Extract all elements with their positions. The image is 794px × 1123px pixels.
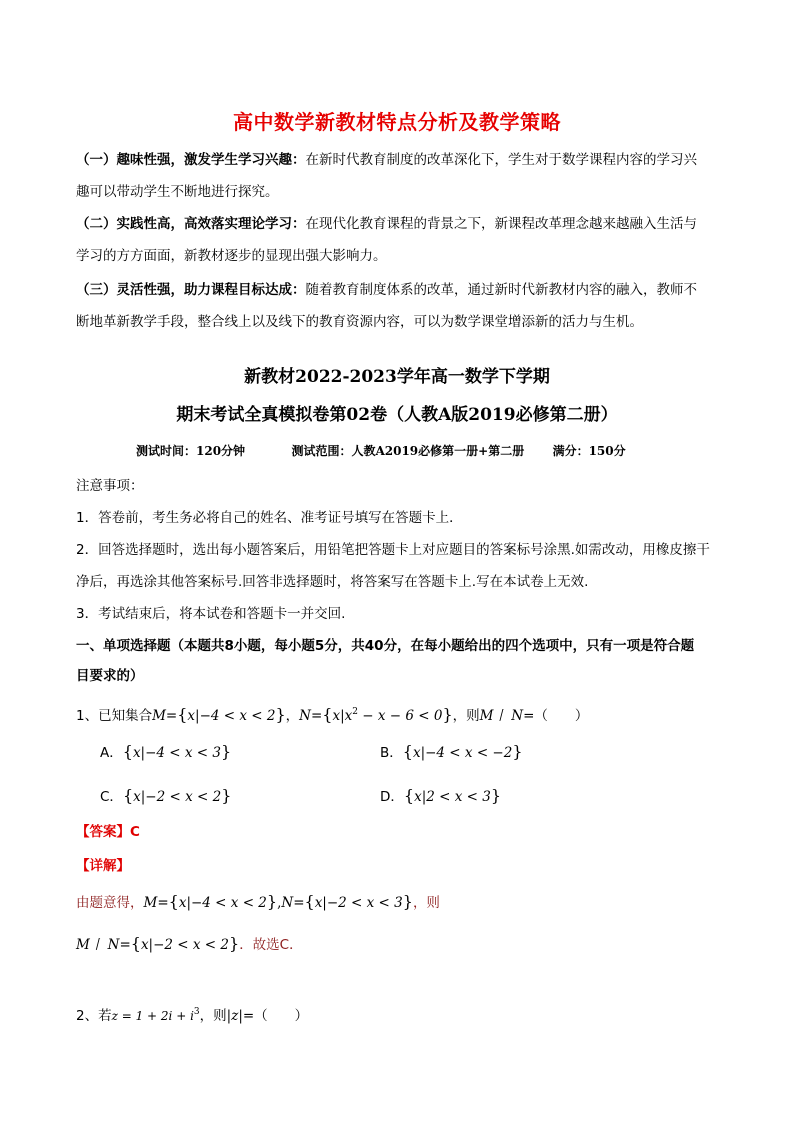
equals: = — [157, 895, 169, 911]
question-1: 1、已知集合M={x|−4 < x < 2}，$N=\{x|x^2 - x - 6 < 0\}$，则M丨 N=（ ） — [76, 705, 589, 724]
set-symbol: M — [143, 895, 158, 911]
solution-line-1: 由题意得，M={x|−4 < x < 2},N={x|−2 < x < 3}，则 — [76, 892, 440, 911]
solution-text: ．故选C． — [239, 937, 303, 953]
intro-text: 在现代化教育课程的背景之下，新课程改革理念越来越融入生活与 — [305, 216, 697, 232]
intro-item-2 — [76, 214, 697, 234]
section-heading: 一、单项选择题（本题共8小题，每小题5分，共40分，在每小题给出的四个选项中，只有一项是符合题 — [76, 638, 695, 654]
option-c: C．{x|−2 < x < 2} — [100, 786, 232, 805]
set-n: x|−2 < x < 3 — [314, 895, 403, 911]
equals: = — [165, 708, 178, 724]
option-d: D．{x|2 < x < 3} — [380, 786, 502, 805]
intro-item-3-cont: 断地革新教学手段，整合线上以及线下的教育资源内容，可以为数学课堂增添新的活力与生机。 — [76, 314, 643, 330]
option-value: x|2 < x < 3 — [414, 789, 491, 805]
option-value: x|−4 < x < 3 — [132, 745, 221, 761]
exponent: 2 — [352, 707, 358, 717]
set-operation: M丨 N — [479, 708, 524, 724]
question-tail: =（ ） — [242, 1008, 309, 1024]
result-set: x|−2 < x < 2 — [140, 937, 229, 953]
then-word: ，则 — [452, 708, 480, 724]
solution-text: 由题意得， — [76, 895, 144, 911]
option-b: B．{x|−4 < x < −2} — [380, 742, 523, 761]
notes-heading: 注意事项： — [76, 478, 144, 494]
set-symbol: N — [281, 895, 294, 911]
solution-text: ，则 — [412, 895, 440, 911]
answer-label: 【答案】C — [76, 824, 140, 840]
option-label: B． — [380, 745, 403, 761]
set-symbol: M — [152, 708, 166, 724]
set-symbol: N — [299, 708, 311, 724]
intro-label: （三）灵活性强，助力课程目标达成： — [76, 282, 306, 298]
intro-label: （二）实践性高，高效落实理论学习： — [76, 216, 306, 232]
intro-item-3 — [76, 280, 697, 300]
exponent: 3 — [193, 1007, 200, 1017]
question-tail: =（ ） — [523, 708, 589, 724]
exam-scope: 测试范围：人教A2019必修第一册+第二册 — [291, 444, 525, 458]
intro-item-2-cont: 学习的方方面面，新教材逐步的显现出强大影响力。 — [76, 248, 387, 264]
option-a: A．{x|−4 < x < 3} — [100, 742, 232, 761]
option-label: A． — [100, 745, 123, 761]
exam-score: 满分：150分 — [552, 444, 626, 458]
solution-line-2: M丨 N={x|−2 < x < 2}．故选C． — [76, 934, 303, 953]
note-1: 1．答卷前，考生务必将自己的姓名、准考证号填写在答题卡上． — [76, 510, 463, 526]
question-prefix: 1、已知集合 — [76, 708, 153, 724]
set-n-part: x|x — [332, 708, 353, 724]
equals: = — [293, 895, 305, 911]
option-label: D． — [380, 789, 404, 805]
set-operation: M丨 N — [76, 937, 120, 953]
option-label: C． — [100, 789, 123, 805]
exam-title-line2: 期末考试全真模拟卷第02卷（人教A版2019必修第二册） — [176, 405, 618, 425]
complex-expression: z = 1 + 2i + i — [111, 1009, 194, 1023]
note-2-cont: 净后，再选涂其他答案标号.回答非选择题时，将答案写在答题卡上.写在本试卷上无效. — [76, 574, 589, 590]
set-m: x|−4 < x < 2 — [187, 708, 276, 724]
note-2: 2．回答选择题时，选出每小题答案后，用铅笔把答题卡上对应题目的答案标号涂黑.如需改动，用橡皮擦干 — [76, 542, 710, 558]
intro-item-1 — [76, 150, 697, 170]
equals: = — [119, 937, 131, 953]
comma: ， — [285, 708, 300, 724]
intro-text: 在新时代教育制度的改革深化下，学生对于数学课程内容的学习兴 — [305, 152, 697, 168]
exam-meta — [136, 442, 626, 459]
set-m: x|−4 < x < 2 — [178, 895, 267, 911]
intro-label: （一）趣味性强，激发学生学习兴趣： — [76, 152, 306, 168]
section-heading-cont: 目要求的） — [76, 668, 144, 684]
page-title: 高中数学新教材特点分析及教学策略 — [233, 110, 561, 134]
note-3: 3．考试结束后，将本试卷和答题卡一并交回. — [76, 606, 346, 622]
modulus: |z| — [226, 1008, 243, 1024]
question-prefix: 2、若 — [76, 1008, 112, 1024]
comma: , — [277, 895, 282, 911]
question-2 — [76, 1002, 308, 1026]
exam-time: 测试时间：120分钟 — [136, 444, 246, 458]
intro-text: 随着教育制度体系的改革，通过新时代新教材内容的融入，教师不 — [305, 282, 697, 298]
option-value: x|−2 < x < 2 — [133, 789, 222, 805]
exam-title-line1: 新教材2022-2023学年高一数学下学期 — [244, 367, 550, 387]
detail-heading: 【详解】 — [76, 858, 130, 874]
equals: = — [310, 708, 323, 724]
then-word: ，则 — [199, 1008, 227, 1024]
option-value: x|−4 < x < −2 — [412, 745, 513, 761]
intro-item-1-cont: 趣可以带动学生不断地进行探究。 — [76, 184, 279, 200]
set-n-part: − x − 6 < 0 — [358, 708, 443, 724]
